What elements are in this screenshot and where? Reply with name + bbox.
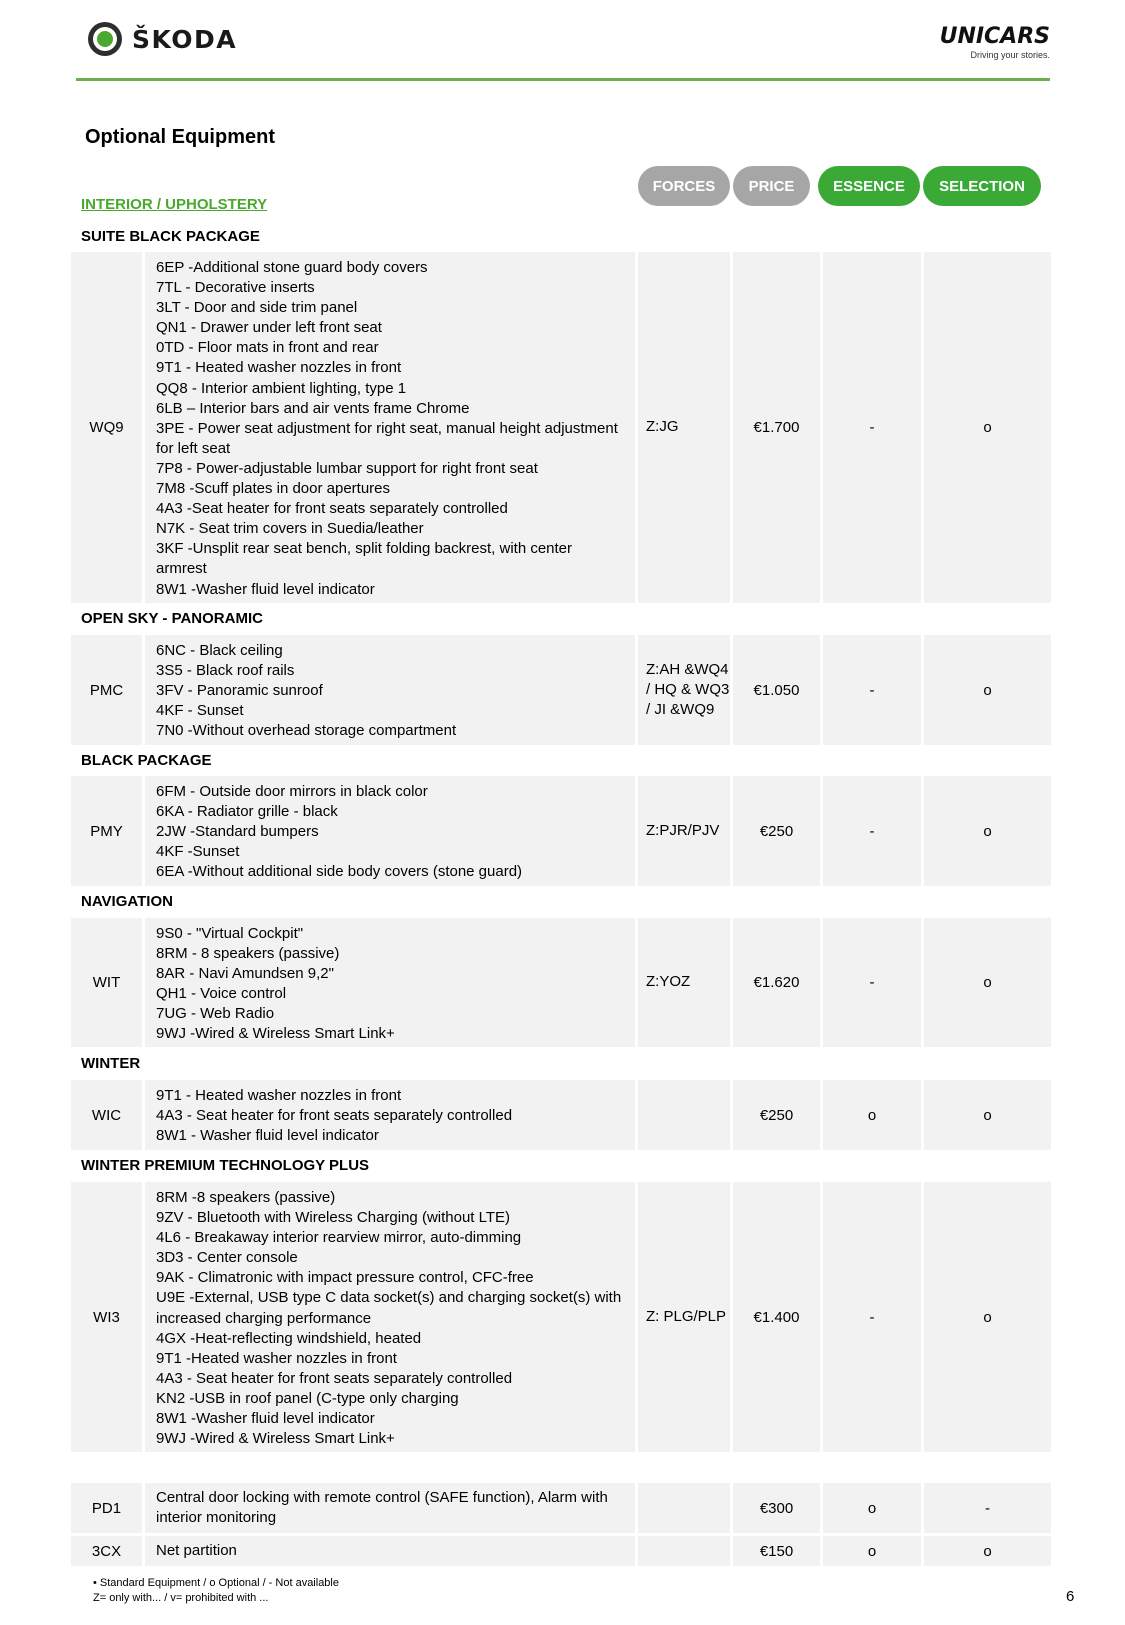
description-line: KN2 -USB in roof panel (C-type only charging (156, 1389, 459, 1407)
option-code: WIC (71, 1080, 142, 1150)
description-line: 6LB – Interior bars and air vents frame Chrome (156, 399, 470, 417)
option-price: €1.050 (733, 635, 820, 745)
unicars-logo (940, 26, 1050, 60)
description-line: 3S5 - Black roof rails (156, 662, 295, 680)
description-line: 6EP -Additional stone guard body covers (156, 259, 428, 276)
option-description (145, 252, 635, 603)
description-line: 2JW -Standard bumpers (156, 823, 319, 841)
option-selection-availability: - (924, 1483, 1051, 1533)
option-code: WI3 (71, 1182, 142, 1452)
option-selection-availability: o (924, 776, 1051, 886)
option-forces: Z: PLG/PLP (638, 1182, 730, 1452)
legend (93, 1576, 339, 1606)
option-essence-availability: - (823, 776, 921, 886)
option-essence-availability: - (823, 918, 921, 1047)
description-line: 7M8 -Scuff plates in door apertures (156, 480, 391, 498)
description-line: 9AK - Climatronic with impact pressure control, CFC-free (156, 1269, 534, 1287)
option-price: €250 (733, 776, 820, 886)
option-description (145, 635, 635, 745)
option-description: Central door locking with remote control (SAFE function), Alarm with interior monitoring (145, 1483, 635, 1533)
group-heading: NAVIGATION (81, 893, 173, 910)
option-description (145, 918, 635, 1047)
legend-line: • Standard Equipment / o Optional / - Not available (93, 1577, 339, 1589)
option-description: Net partition (145, 1536, 635, 1566)
description-line: U9E -External, USB type C data socket(s) and charging socket(s) with increased charging performance (156, 1289, 622, 1327)
description-line: 7N0 -Without overhead storage compartment (156, 722, 457, 740)
option-code: PD1 (71, 1483, 142, 1533)
description-line: 6KA - Radiator grille - black (156, 803, 338, 821)
skoda-logo (88, 22, 237, 56)
column-header-selection: SELECTION (923, 166, 1041, 206)
table-row (71, 1080, 1051, 1150)
description-line: 7TL - Decorative inserts (156, 279, 315, 297)
header-divider (76, 78, 1050, 81)
description-line: 4L6 - Breakaway interior rearview mirror, auto-dimming (156, 1229, 522, 1247)
description-line: QH1 - Voice control (156, 985, 287, 1003)
column-header-price: PRICE (733, 166, 810, 206)
table-row (71, 1536, 1051, 1566)
option-selection-availability: o (924, 252, 1051, 603)
option-price: €150 (733, 1536, 820, 1566)
description-line: 4A3 - Seat heater for front seats separately controlled (156, 1369, 513, 1387)
option-essence-availability: o (823, 1080, 921, 1150)
column-header-essence: ESSENCE (818, 166, 920, 206)
option-code: PMC (71, 635, 142, 745)
description-line: QQ8 - Interior ambient lighting, type 1 (156, 379, 407, 397)
description-line: 8AR - Navi Amundsen 9,2" (156, 965, 334, 983)
description-line: 4A3 -Seat heater for front seats separately controlled (156, 500, 508, 518)
description-line: 8W1 - Washer fluid level indicator (156, 1127, 379, 1145)
option-essence-availability: - (823, 1182, 921, 1452)
option-forces: Z:PJR/PJV (638, 776, 730, 886)
description-line: 8RM -8 speakers (passive) (156, 1189, 336, 1206)
description-line: 4KF -Sunset (156, 843, 240, 861)
table-row (71, 776, 1051, 886)
description-line: 4A3 - Seat heater for front seats separately controlled (156, 1107, 513, 1125)
option-description (145, 1182, 635, 1452)
option-forces (638, 1080, 730, 1150)
option-forces: Z:YOZ (638, 918, 730, 1047)
option-code: WQ9 (71, 252, 142, 603)
option-code: PMY (71, 776, 142, 886)
column-header-forces: FORCES (638, 166, 730, 206)
description-line: 7P8 - Power-adjustable lumbar support for right front seat (156, 459, 538, 477)
option-code: 3CX (71, 1536, 142, 1566)
group-heading: OPEN SKY - PANORAMIC (81, 610, 263, 627)
description-line: 3LT - Door and side trim panel (156, 299, 358, 317)
option-selection-availability: o (924, 1080, 1051, 1150)
description-line: 8W1 -Washer fluid level indicator (156, 1410, 375, 1428)
option-essence-availability: - (823, 635, 921, 745)
description-line: 9S0 - "Virtual Cockpit" (156, 925, 304, 942)
description-line: N7K - Seat trim covers in Suedia/leather (156, 520, 424, 538)
description-line: 4GX -Heat-reflecting windshield, heated (156, 1329, 422, 1347)
group-heading: BLACK PACKAGE (81, 752, 212, 769)
option-selection-availability: o (924, 1182, 1051, 1452)
option-price: €1.700 (733, 252, 820, 603)
table-row (71, 1483, 1051, 1533)
description-line: 6EA -Without additional side body covers (stone guard) (156, 863, 523, 881)
table-row (71, 918, 1051, 1047)
description-line: 7UG - Web Radio (156, 1005, 275, 1023)
description-line: 9WJ -Wired & Wireless Smart Link+ (156, 1025, 395, 1043)
option-selection-availability: o (924, 1536, 1051, 1566)
description-line: QN1 - Drawer under left front seat (156, 319, 382, 337)
option-forces (638, 1536, 730, 1566)
description-line: 8W1 -Washer fluid level indicator (156, 580, 375, 598)
option-selection-availability: o (924, 918, 1051, 1047)
unicars-tagline: Driving your stories. (970, 50, 1050, 60)
option-essence-availability: - (823, 252, 921, 603)
option-code: WIT (71, 918, 142, 1047)
legend-line: Z= only with... / v= prohibited with ... (93, 1592, 269, 1604)
option-price: €1.400 (733, 1182, 820, 1452)
table-row (71, 252, 1051, 603)
unicars-wordmark: UNICARS (939, 24, 1050, 49)
description-line: 8RM - 8 speakers (passive) (156, 945, 340, 963)
section-link-interior-upholstery[interactable]: INTERIOR / UPHOLSTERY (81, 196, 268, 213)
group-heading: SUITE BLACK PACKAGE (81, 228, 260, 245)
option-price: €1.620 (733, 918, 820, 1047)
option-description (145, 1080, 635, 1150)
description-line: 0TD - Floor mats in front and rear (156, 339, 379, 357)
description-line: 6NC - Black ceiling (156, 642, 283, 659)
option-description (145, 776, 635, 886)
option-forces: Z:AH &WQ4 / HQ & WQ3 / JI &WQ9 (638, 635, 730, 745)
option-price: €300 (733, 1483, 820, 1533)
page-title: Optional Equipment (85, 126, 275, 148)
description-line: 3PE - Power seat adjustment for right seat, manual height adjustment for left seat (156, 419, 618, 457)
option-essence-availability: o (823, 1536, 921, 1566)
option-forces: Z:JG (638, 252, 730, 603)
description-line: 3D3 - Center console (156, 1249, 298, 1267)
option-selection-availability: o (924, 635, 1051, 745)
description-line: 9WJ -Wired & Wireless Smart Link+ (156, 1430, 395, 1448)
description-line: 9T1 - Heated washer nozzles in front (156, 1087, 402, 1104)
table-row (71, 1182, 1051, 1452)
option-essence-availability: o (823, 1483, 921, 1533)
table-row (71, 635, 1051, 745)
page-number: 6 (1066, 1588, 1075, 1605)
description-line: 3KF -Unsplit rear seat bench, split folding backrest, with center armrest (156, 540, 573, 578)
description-line: 9T1 -Heated washer nozzles in front (156, 1349, 397, 1367)
option-price: €250 (733, 1080, 820, 1150)
option-forces (638, 1483, 730, 1533)
group-heading: WINTER PREMIUM TECHNOLOGY PLUS (81, 1157, 370, 1174)
skoda-emblem-icon (88, 22, 122, 56)
description-line: 6FM - Outside door mirrors in black color (156, 783, 428, 800)
skoda-wordmark: ŠKODA (132, 24, 238, 54)
description-line: 3FV - Panoramic sunroof (156, 682, 323, 700)
description-line: 9ZV - Bluetooth with Wireless Charging (without LTE) (156, 1209, 511, 1227)
description-line: 9T1 - Heated washer nozzles in front (156, 359, 402, 377)
group-heading: WINTER (81, 1055, 141, 1072)
description-line: 4KF - Sunset (156, 702, 244, 720)
